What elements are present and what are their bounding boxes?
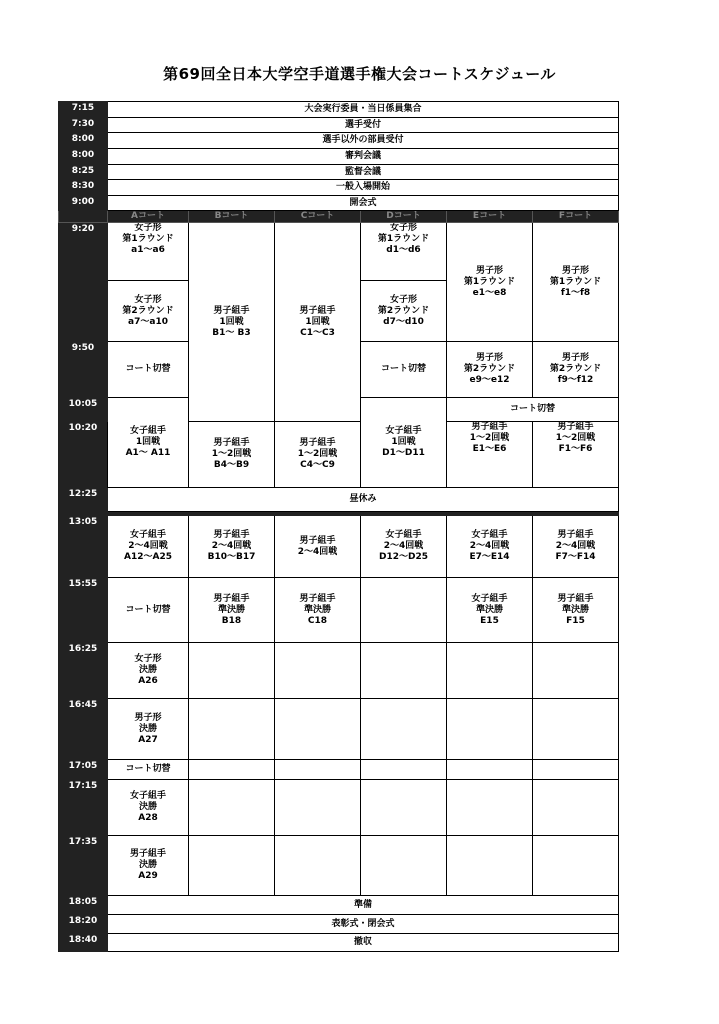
cell-line: 男子形 xyxy=(475,265,503,276)
court-header-row xyxy=(59,211,619,223)
event-cell xyxy=(447,223,533,342)
time-cell: 7:30 xyxy=(59,118,108,133)
event-cell xyxy=(447,422,533,488)
empty-cell xyxy=(361,699,447,760)
cell-line: 1～2回戦 xyxy=(555,433,596,443)
schedule-row xyxy=(59,133,619,149)
event-cell xyxy=(189,223,275,422)
cell-line: 男子形 xyxy=(134,712,162,723)
schedule-row xyxy=(59,118,619,133)
time-cell: 10:20 xyxy=(59,422,108,488)
cell-line: B1～ B3 xyxy=(212,327,251,338)
event-label: 一般入場開始 xyxy=(108,180,619,196)
cell-line: 男子組手 xyxy=(299,305,336,316)
cell-line: A1～ A11 xyxy=(125,448,171,458)
event-cell xyxy=(447,342,533,398)
cell-line: コート切替 xyxy=(380,364,426,374)
cell-line: A29 xyxy=(138,871,158,881)
schedule-row xyxy=(59,578,619,643)
cell-line: B10～B17 xyxy=(207,552,256,562)
empty-cell xyxy=(189,699,275,760)
time-cell: 9:50 xyxy=(59,342,108,398)
empty-cell xyxy=(533,836,619,896)
cell-line: 女子形 xyxy=(389,223,417,233)
empty-cell xyxy=(361,780,447,836)
event-cell xyxy=(108,578,189,643)
lunch-label: 昼休み xyxy=(108,488,619,512)
time-cell: 18:40 xyxy=(59,934,108,952)
cell-line: 女子組手 xyxy=(471,593,508,604)
schedule-row xyxy=(59,516,619,578)
cell-line: 1回戦 xyxy=(219,316,244,327)
event-cell xyxy=(533,578,619,643)
event-cell xyxy=(361,281,447,342)
cell-line: 1～2回戦 xyxy=(297,449,338,459)
cell-line: C18 xyxy=(307,615,328,626)
cell-line: 準決勝 xyxy=(303,604,331,615)
cell-line: 第1ラウンド xyxy=(122,234,174,244)
event-label: 撤収 xyxy=(108,934,619,952)
event-cell xyxy=(533,516,619,578)
cell-line: 女子形 xyxy=(389,294,417,305)
cell-line: E15 xyxy=(480,615,499,626)
time-cell: 18:05 xyxy=(59,896,108,915)
cell-line: B18 xyxy=(221,615,242,626)
event-cell xyxy=(361,516,447,578)
cell-line: 1回戦 xyxy=(135,437,161,447)
event-label: 開会式 xyxy=(108,196,619,211)
schedule-row xyxy=(59,223,619,281)
event-cell xyxy=(533,223,619,342)
cell-line: d7～d10 xyxy=(383,316,424,327)
court-header-d: Dコート xyxy=(361,211,447,223)
event-cell xyxy=(447,578,533,643)
cell-line: A12～A25 xyxy=(124,552,172,562)
empty-cell xyxy=(189,780,275,836)
court-header-c: Cコート xyxy=(275,211,361,223)
event-cell xyxy=(108,699,189,760)
cell-line: 決勝 xyxy=(138,723,157,734)
time-cell: 9:00 xyxy=(59,196,108,211)
cell-line: 女子組手 xyxy=(129,791,166,801)
event-cell xyxy=(108,780,189,836)
empty-cell xyxy=(447,836,533,896)
event-cell xyxy=(275,223,361,422)
cell-line: D12～D25 xyxy=(379,552,428,562)
event-label: 大会実行委員・当日係員集合 xyxy=(108,102,619,118)
cell-line: C1～C3 xyxy=(300,327,335,338)
cell-line: 準決勝 xyxy=(217,604,245,615)
schedule-row xyxy=(59,102,619,118)
event-cell xyxy=(108,398,189,488)
cell-line: 男子組手 xyxy=(213,438,250,448)
empty-cell xyxy=(275,836,361,896)
cell-line: 男子組手 xyxy=(557,593,594,604)
cell-line: 女子組手 xyxy=(129,426,166,436)
time-cell: 7:15 xyxy=(59,102,108,118)
cell-line: A28 xyxy=(138,813,158,823)
cell-line: e1～e8 xyxy=(472,287,507,298)
cell-line: 2～4回戦 xyxy=(297,546,338,557)
time-cell: 16:45 xyxy=(59,699,108,760)
court-header-b: Bコート xyxy=(189,211,275,223)
event-cell xyxy=(108,281,189,342)
cell-line: 男子組手 xyxy=(213,305,250,316)
schedule-row xyxy=(59,915,619,934)
cell-line: 男子組手 xyxy=(471,422,508,432)
cell-line: F1～F6 xyxy=(558,444,593,454)
cell-line: D1～D11 xyxy=(382,448,425,458)
event-label: 選手以外の部員受付 xyxy=(108,133,619,149)
time-cell: 17:15 xyxy=(59,780,108,836)
court-header-blank xyxy=(59,211,108,223)
cell-line: d1～d6 xyxy=(386,245,421,255)
cell-line: 2～4回戦 xyxy=(555,541,596,551)
empty-cell xyxy=(533,643,619,699)
cell-line: 第1ラウンド xyxy=(463,276,516,287)
empty-cell xyxy=(447,643,533,699)
event-cell xyxy=(275,422,361,488)
event-label: 準備 xyxy=(108,896,619,915)
schedule-row xyxy=(59,165,619,180)
time-cell: 12:25 xyxy=(59,488,108,512)
cell-line: 男子形 xyxy=(475,353,503,363)
cell-line: 女子形 xyxy=(134,654,162,664)
empty-cell xyxy=(275,780,361,836)
empty-cell xyxy=(447,780,533,836)
schedule-row xyxy=(59,196,619,211)
empty-cell xyxy=(533,780,619,836)
cell-line: コート切替 xyxy=(125,604,171,615)
cell-line: a1～a6 xyxy=(131,245,165,255)
event-cell xyxy=(108,223,189,281)
event-cell xyxy=(361,398,447,488)
cell-line: 2～4回戦 xyxy=(128,541,168,551)
event-cell xyxy=(189,516,275,578)
court-header-f: Fコート xyxy=(533,211,619,223)
cell-line: 男子形 xyxy=(561,353,589,363)
event-cell xyxy=(189,578,275,643)
cell-line: 2～4回戦 xyxy=(211,541,252,551)
cell-line: 2～4回戦 xyxy=(469,541,510,551)
event-cell xyxy=(108,516,189,578)
time-cell: 10:05 xyxy=(59,398,108,422)
event-label: 選手受付 xyxy=(108,118,619,133)
time-cell: 8:00 xyxy=(59,133,108,149)
cell-line: 女子組手 xyxy=(129,530,166,540)
time-cell: 13:05 xyxy=(59,516,108,578)
cell-line: 第1ラウンド xyxy=(377,234,430,244)
cell-line: 第2ラウンド xyxy=(463,364,516,374)
event-cell xyxy=(275,578,361,643)
empty-cell xyxy=(361,578,447,643)
event-cell xyxy=(533,342,619,398)
cell-line: コート切替 xyxy=(125,764,171,774)
court-schedule-table xyxy=(58,101,619,952)
cell-line: 決勝 xyxy=(138,860,157,870)
cell-line: f1～f8 xyxy=(560,287,591,298)
schedule-row xyxy=(59,760,619,780)
time-cell: 8:00 xyxy=(59,149,108,165)
empty-cell xyxy=(447,699,533,760)
event-cell xyxy=(361,223,447,281)
cell-line: 準決勝 xyxy=(561,604,589,615)
cell-line: 女子形 xyxy=(134,223,162,233)
schedule-row xyxy=(59,699,619,760)
schedule-row xyxy=(59,934,619,952)
empty-cell xyxy=(189,643,275,699)
empty-cell xyxy=(361,760,447,780)
time-cell: 9:20 xyxy=(59,223,108,342)
cell-line: B4～B9 xyxy=(213,460,250,470)
cell-line: e9～e12 xyxy=(469,375,510,385)
schedule-row xyxy=(59,149,619,165)
empty-cell xyxy=(275,760,361,780)
event-label: 審判会議 xyxy=(108,149,619,165)
cell-line: 2～4回戦 xyxy=(383,541,424,551)
cell-line: F7～F14 xyxy=(555,552,596,562)
event-cell xyxy=(108,836,189,896)
event-cell xyxy=(108,643,189,699)
time-cell: 17:35 xyxy=(59,836,108,896)
cell-line: 男子組手 xyxy=(129,849,166,859)
event-cell xyxy=(533,422,619,488)
empty-cell xyxy=(189,836,275,896)
time-cell: 16:25 xyxy=(59,643,108,699)
cell-line: C4～C9 xyxy=(300,460,335,470)
cell-line: 女子組手 xyxy=(385,426,422,436)
court-header-e: Eコート xyxy=(447,211,533,223)
cell-line: 第2ラウンド xyxy=(122,305,174,316)
cell-line: 決勝 xyxy=(138,665,157,675)
cell-line: 1～2回戦 xyxy=(469,433,510,443)
cell-line: 男子形 xyxy=(561,265,589,276)
cell-line: 1回戦 xyxy=(391,437,416,447)
time-cell: 17:05 xyxy=(59,760,108,780)
event-label: 監督会議 xyxy=(108,165,619,180)
cell-line: コート切替 xyxy=(125,364,171,374)
event-cell xyxy=(447,516,533,578)
cell-line: 男子組手 xyxy=(557,422,594,432)
empty-cell xyxy=(533,699,619,760)
cell-line: 女子組手 xyxy=(385,530,422,540)
time-cell: 8:25 xyxy=(59,165,108,180)
empty-cell xyxy=(361,643,447,699)
cell-line: E7～E14 xyxy=(469,552,510,562)
cell-line: 1回戦 xyxy=(305,316,330,327)
schedule-row xyxy=(59,180,619,196)
cell-line: 男子組手 xyxy=(299,535,336,546)
cell-line: 1～2回戦 xyxy=(211,449,252,459)
court-header-a: Aコート xyxy=(108,211,189,223)
cell-line: 男子組手 xyxy=(213,530,250,540)
cell-line: F15 xyxy=(566,615,585,626)
cell-line: コート切替 xyxy=(509,404,555,414)
cell-line: 第2ラウンド xyxy=(549,364,602,374)
schedule-row xyxy=(59,488,619,512)
event-cell xyxy=(189,422,275,488)
event-label: 表彰式・閉会式 xyxy=(108,915,619,934)
cell-line: 男子組手 xyxy=(299,593,336,604)
schedule-row xyxy=(59,643,619,699)
cell-line: A27 xyxy=(138,734,158,745)
schedule-row xyxy=(59,896,619,915)
empty-cell xyxy=(189,760,275,780)
cell-line: 決勝 xyxy=(138,802,157,812)
event-cell xyxy=(447,398,619,422)
cell-line: E1～E6 xyxy=(472,444,507,454)
cell-line: A26 xyxy=(138,676,158,686)
cell-line: 男子組手 xyxy=(299,438,336,448)
page-title: 第69回全日本大学空手道選手権大会コートスケジュール xyxy=(163,65,556,83)
cell-line: 男子組手 xyxy=(213,593,250,604)
empty-cell xyxy=(533,760,619,780)
schedule-row xyxy=(59,836,619,896)
empty-cell xyxy=(275,643,361,699)
event-cell xyxy=(275,516,361,578)
cell-line: f9～f12 xyxy=(557,375,594,385)
empty-cell xyxy=(447,760,533,780)
event-cell xyxy=(361,342,447,398)
cell-line: a7～a10 xyxy=(128,316,168,327)
empty-cell xyxy=(275,699,361,760)
cell-line: 準決勝 xyxy=(475,604,503,615)
empty-cell xyxy=(361,836,447,896)
cell-line: 第1ラウンド xyxy=(549,276,602,287)
event-cell xyxy=(108,342,189,398)
cell-line: 女子組手 xyxy=(471,530,508,540)
schedule-row xyxy=(59,780,619,836)
time-cell: 8:30 xyxy=(59,180,108,196)
cell-line: 男子組手 xyxy=(557,530,594,540)
event-cell xyxy=(108,760,189,780)
time-cell: 15:55 xyxy=(59,578,108,643)
time-cell: 18:20 xyxy=(59,915,108,934)
cell-line: 女子形 xyxy=(134,294,162,305)
cell-line: 第2ラウンド xyxy=(377,305,430,316)
